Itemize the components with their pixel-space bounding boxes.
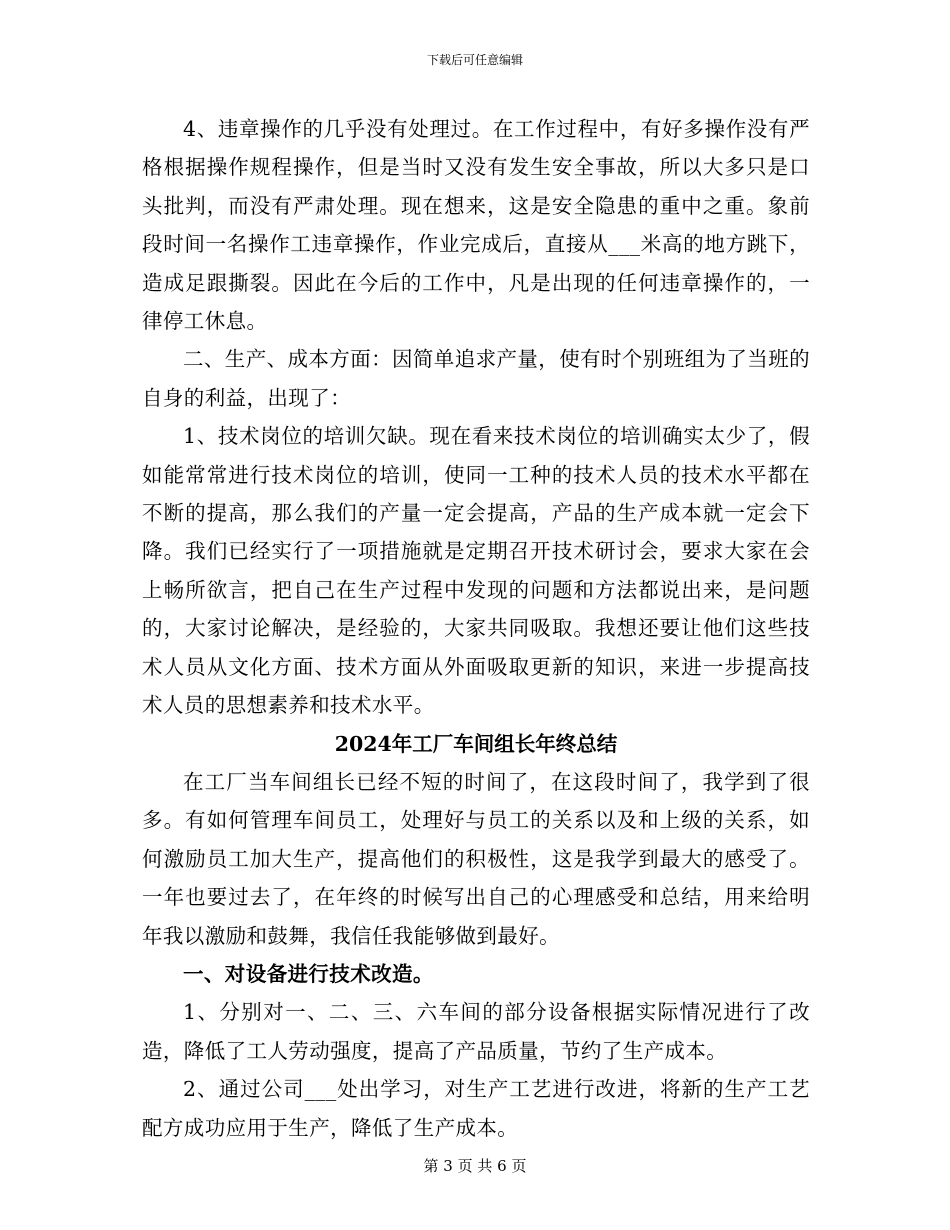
document-title: 2024年工厂车间组长年终总结 <box>334 731 618 756</box>
paragraph-violation-handling: 4、违章操作的几乎没有处理过。在工作过程中，有好多操作没有严格根据操作规程操作，但是当时又没有发生安全事故，所以大多只是口头批判，而没有严肃处理。现在想来，这是安全隐患的重中之重。象前段时间一名操作工违章操作，作业完成后，直接从___米高的地方跳下，造成足跟撕裂。因此在今后的工作中，凡是出现的任何违章操作的，一律停工休息。 <box>142 117 810 334</box>
section-heading-equipment: 一、对设备进行技术改造。 <box>183 961 434 986</box>
paragraph-production-cost: 二、生产、成本方面：因简单追求产量，使有时个别班组为了当班的自身的利益，出现了： <box>142 347 810 410</box>
paragraph-process-improvement: 2、通过公司___处出学习，对生产工艺进行改进，将新的生产工艺配方成功应用于生产，降低了生产成本。 <box>142 1077 810 1140</box>
paragraph-equipment-modification: 1、分别对一、二、三、六车间的部分设备根据实际情况进行了改造，降低了工人劳动强度，提高了产品质量，节约了生产成本。 <box>142 1000 810 1063</box>
document-body <box>142 110 810 1147</box>
paragraph-technical-training: 1、技术岗位的培训欠缺。现在看来技术岗位的培训确实太少了，假如能常常进行技术岗位的培训，使同一工种的技术人员的技术水平都在不断的提高，那么我们的产量一定会提高，产品的生产成本就一定会下降。我们已经实行了一项措施就是定期召开技术研讨会，要求大家在会上畅所欲言，把自己在生产过程中发现的问题和方法都说出来，是问题的，大家讨论解决，是经验的，大家共同吸取。我想还要让他们这些技术人员从文化方面、技术方面从外面吸取更新的知识，来进一步提高技术人员的思想素养和技术水平。 <box>142 424 810 718</box>
paragraph-introduction: 在工厂当车间组长已经不短的时间了，在这段时间了，我学到了很多。有如何管理车间员工，处理好与员工的关系以及和上级的关系，如何激励员工加大生产，提高他们的积极性，这是我学到最大的感受了。一年也要过去了，在年终的时候写出自己的心理感受和总结，用来给明年我以激励和鼓舞，我信任我能够做到最好。 <box>142 769 810 948</box>
page-header: 下载后可任意编辑 <box>426 53 523 67</box>
page-footer: 第 3 页 共 6 页 <box>423 1157 527 1175</box>
